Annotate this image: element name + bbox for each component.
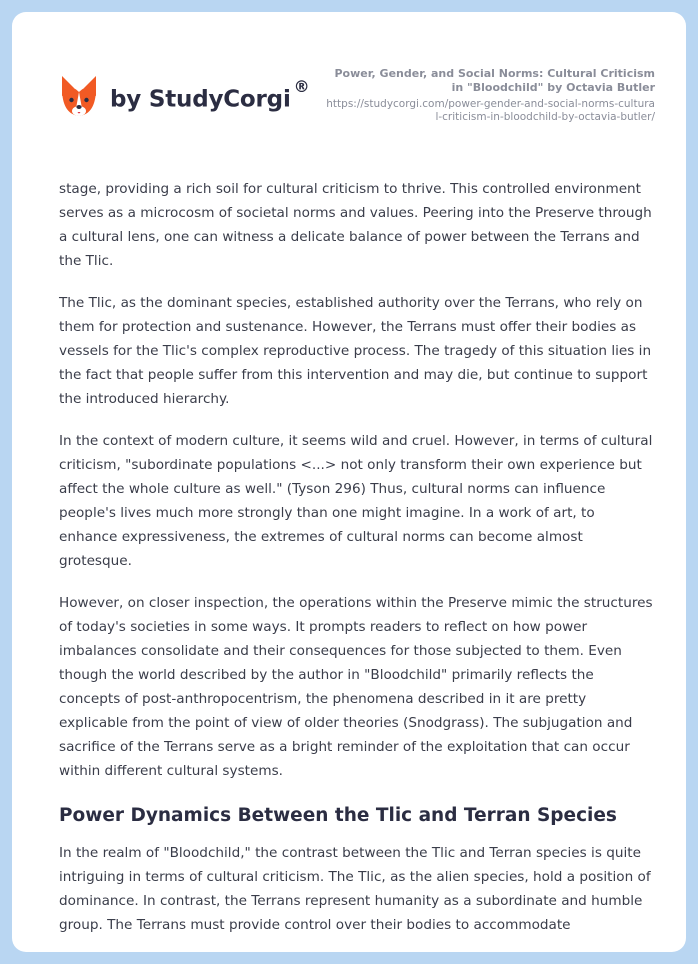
corgi-icon	[59, 74, 99, 118]
page-header	[12, 12, 686, 162]
section-heading: Power Dynamics Between the Tlic and Terran Species	[59, 805, 617, 826]
article-body	[59, 177, 655, 952]
document-page	[12, 12, 686, 952]
document-meta	[325, 67, 655, 124]
paragraph: stage, providing a rich soil for cultural criticism to thrive. This controlled environment serves as a microcosm of societal norms and values. Peering into the Preserve through a cultural lens, one can witness a delicate balance of power between the Terrans and the Tlic.	[59, 181, 652, 269]
brand-name: by StudyCorgi®	[110, 77, 310, 113]
paragraph: In the realm of "Bloodchild," the contrast between the Tlic and Terran species is quite intriguing in terms of cultural criticism. The Tlic, as the alien species, hold a position of dominance. In contrast, the Terrans represent humanity as a subordinate and humble group. The Terrans must provide control over their bodies to accommodate	[59, 845, 651, 933]
paragraph: In the context of modern culture, it seems wild and cruel. However, in terms of cultural criticism, "subordinate populations <...> not only transform their own experience but affect the whole culture as well." (Tyson 296) Thus, cultural norms can influence people's lives much more strongly than one might imagine. In a work of art, to enhance expressiveness, the extremes of cultural norms can become almost grotesque.	[59, 433, 653, 569]
studycorgi-logo[interactable]	[59, 74, 309, 118]
paragraph: The Tlic, as the dominant species, established authority over the Terrans, who rely on them for protection and sustenance. However, the Terrans must offer their bodies as vessels for the Tlic's complex reproductive process. The tragedy of this situation lies in the fact that people suffer from this intervention and may die, but continue to support the introduced hierarchy.	[59, 295, 652, 407]
paragraph: However, on closer inspection, the operations within the Preserve mimic the structures of today's societies in some ways. It prompts readers to reflect on how power imbalances consolidate and their consequences for those subjected to them. Even though the world described by the author in "Bloodchild" primarily reflects the concepts of post-anthropocentrism, the phenomena described in it are pretty explicable from the point of view of older theories (Snodgrass). The subjugation and sacrifice of the Terrans serve as a bright reminder of the exploitation that can occur within different cultural systems.	[59, 595, 653, 779]
document-title: Power, Gender, and Social Norms: Cultural Criticism in "Bloodchild" by Octavia Butler	[334, 67, 655, 94]
document-url[interactable]: https://studycorgi.com/power-gender-and-social-norms-cultural-criticism-in-bloodchild-by-octavia-butler/	[326, 98, 655, 123]
registered-mark: ®	[293, 77, 310, 97]
